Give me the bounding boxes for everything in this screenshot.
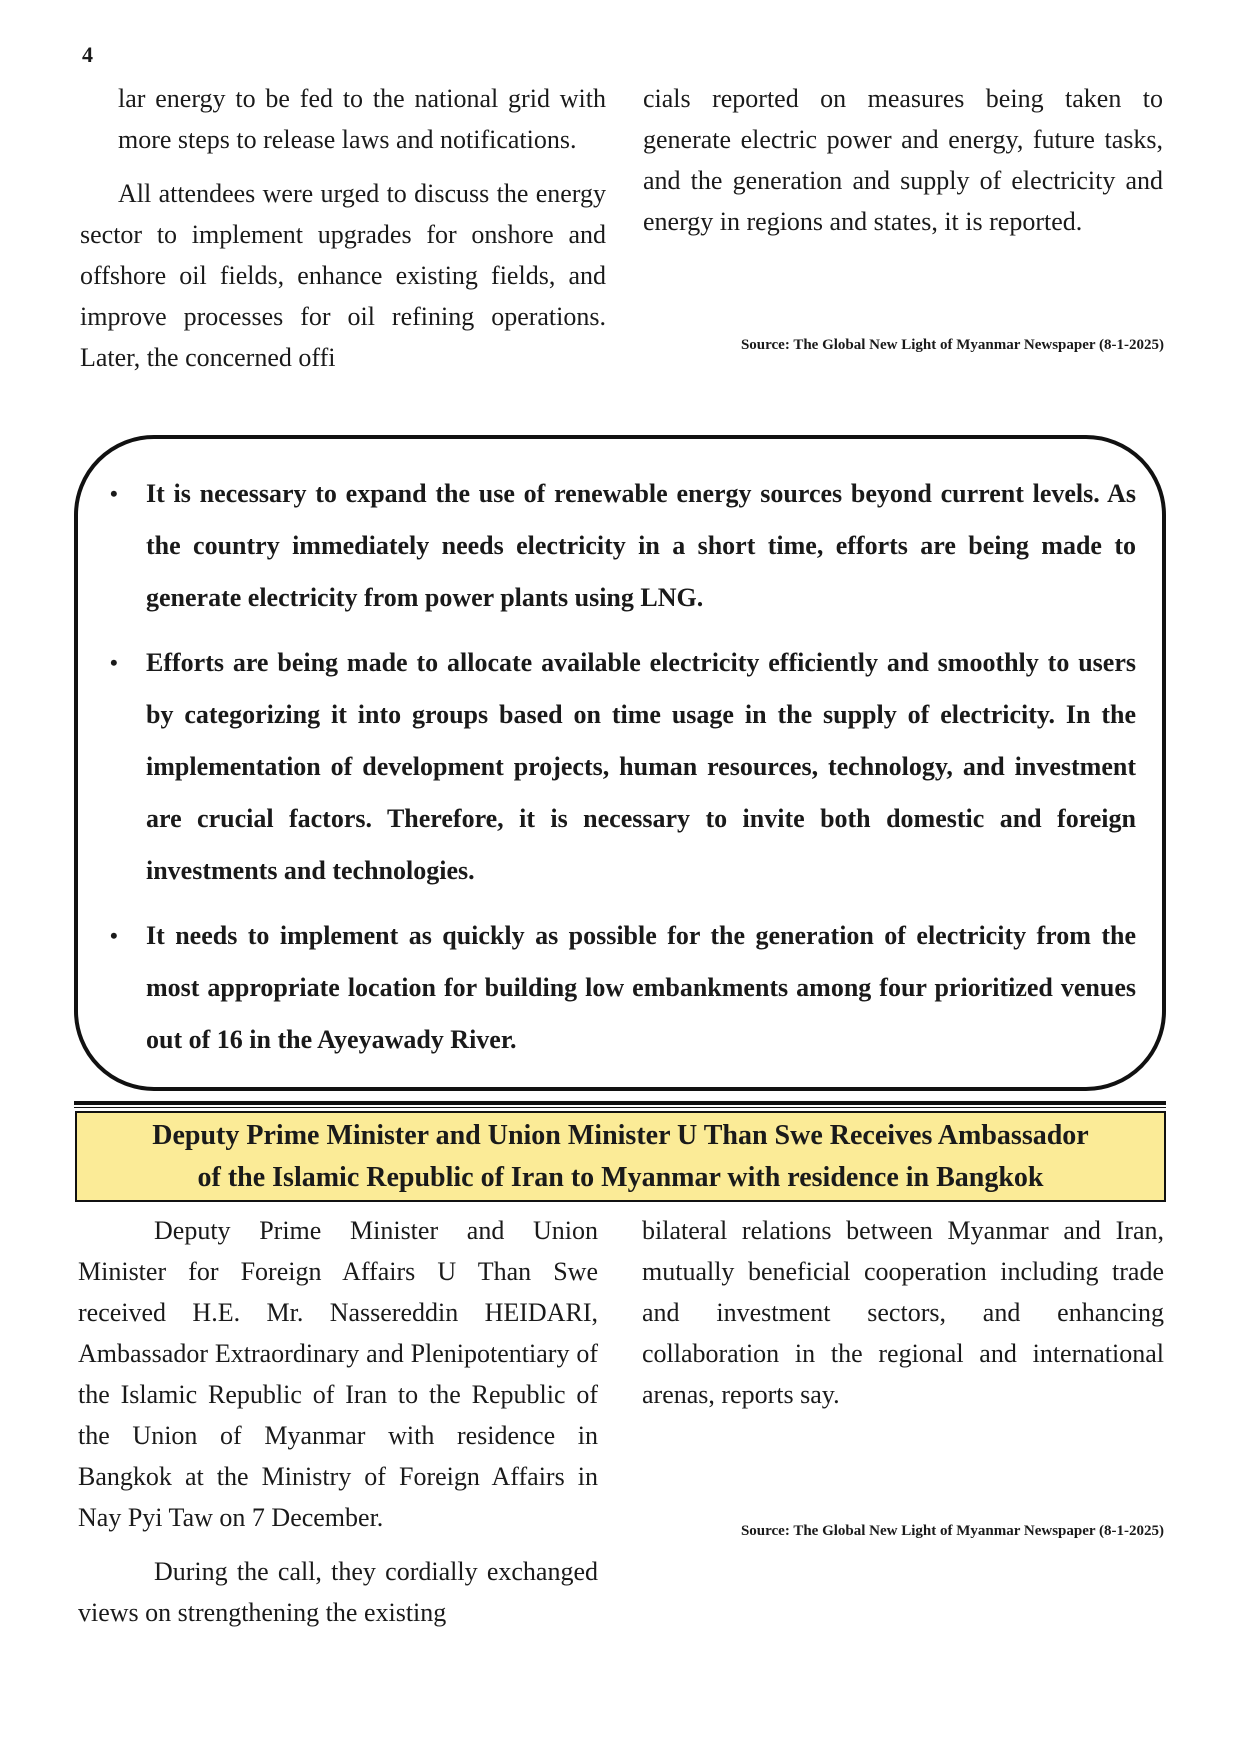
- top-article-right-column: [643, 78, 1163, 255]
- section-divider: [74, 1101, 1166, 1105]
- paragraph: All attendees were urged to discuss the energy sector to implement upgrades for onshore and offshore oil fields, enhance existing fields, and improve processes for oil refining operations. Later, the concerned offi: [80, 179, 606, 372]
- top-article-left-column: [80, 78, 606, 391]
- headline-line-2: of the Islamic Republic of Iran to Myanmar with residence in Bangkok: [197, 1161, 1044, 1193]
- bullet-icon: •: [110, 923, 118, 948]
- article-headline: [75, 1111, 1166, 1202]
- section-divider-thin: [74, 1107, 1166, 1108]
- paragraph: Deputy Prime Minister and Union Minister for Foreign Affairs U Than Swe received H.E. Mr. Nassereddin HEIDARI, Ambassador Extraordinary and Plenipotentiary of the Islamic Republic of Iran to the Republic of the Union of Myanmar with residence in Bangkok at the Ministry of Foreign Affairs in Nay Pyi Taw on 7 December.: [78, 1216, 598, 1532]
- highlight-text: Efforts are being made to allocate available electricity efficiently and smoothly to users by categorizing it into groups based on time usage in the supply of electricity. In the implementation of development projects, human resources, technology, and investment are crucial factors. Therefore, it is necessary to invite both domestic and foreign investments and technologies.: [146, 648, 1136, 885]
- highlight-item: [108, 637, 1136, 897]
- highlight-text: It is necessary to expand the use of renewable energy sources beyond current levels. As the country immediately needs electricity in a short time, efforts are being made to generate electricity from power plants using LNG.: [146, 479, 1136, 612]
- paragraph: lar energy to be fed to the national grid with more steps to release laws and notifications.: [118, 84, 606, 154]
- source-credit: Source: The Global New Light of Myanmar Newspaper (8-1-2025): [740, 337, 1164, 353]
- bullet-icon: •: [110, 481, 118, 506]
- paragraph: During the call, they cordially exchanged views on strengthening the existing: [78, 1557, 598, 1627]
- second-article-left-column: [78, 1210, 598, 1646]
- highlights-list: [108, 468, 1136, 1079]
- paragraph: bilateral relations between Myanmar and Iran, mutually beneficial cooperation including trade and investment sectors, and enhancing collaboration in the regional and international arenas, reports say.: [642, 1216, 1164, 1409]
- paragraph: cials reported on measures being taken to generate electric power and energy, future tasks, and the generation and supply of electricity and energy in regions and states, it is reported.: [643, 84, 1163, 236]
- highlight-item: [108, 468, 1136, 624]
- page-number: 4: [82, 42, 93, 67]
- bullet-icon: •: [110, 650, 118, 675]
- highlight-item: [108, 910, 1136, 1066]
- headline-line-1: Deputy Prime Minister and Union Minister U Than Swe Receives Ambassador: [152, 1119, 1089, 1151]
- source-credit: Source: The Global New Light of Myanmar Newspaper (8-1-2025): [740, 1523, 1164, 1539]
- highlight-text: It needs to implement as quickly as possible for the generation of electricity from the most appropriate location for building low embankments among four prioritized venues out of 16 in the Ayeyawady River.: [146, 921, 1136, 1054]
- second-article-right-column: [642, 1210, 1164, 1428]
